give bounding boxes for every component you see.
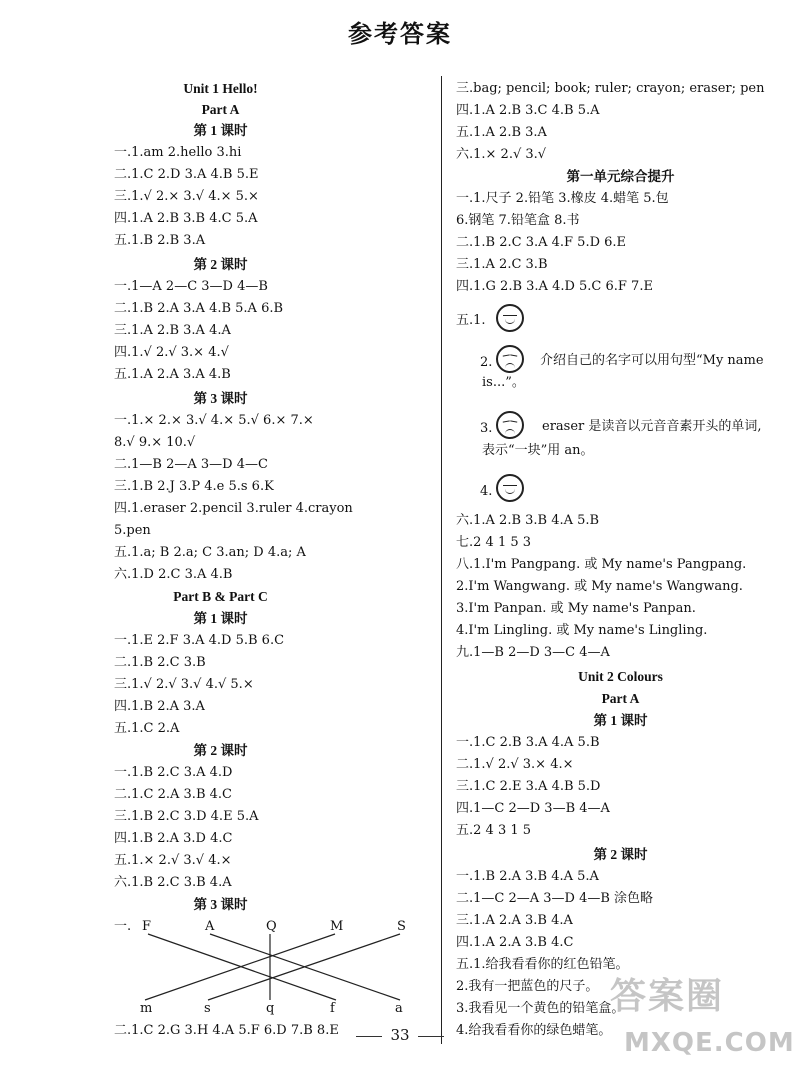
page-number-dash: [418, 1036, 444, 1037]
page-title: 参考答案: [348, 20, 452, 48]
answer-line: 三.1.√ 2.√ 3.√ 4.√ 5.×: [114, 677, 254, 692]
answer-line: 六.1.B 2.C 3.B 4.A: [114, 875, 232, 890]
answer-line: 一.1.× 2.× 3.√ 4.× 5.√ 6.× 7.×: [114, 413, 314, 428]
explanation-text: 表示“一块”用 an。: [482, 443, 594, 458]
answer-line: 2.I'm Wangwang. 或 My name's Wangwang.: [456, 579, 743, 594]
answer-line: 五.1.C 2.A: [114, 721, 180, 736]
explanation-text: is...”。: [482, 375, 525, 390]
lesson-heading: 第 2 课时: [193, 257, 248, 272]
unit2-title: Unit 2 Colours: [578, 669, 663, 684]
question-prefix: 五.1.: [456, 313, 486, 328]
answer-line: 五.1.a; B 2.a; C 3.an; D 4.a; A: [114, 545, 306, 560]
answer-line: 二.1.B 2.C 3.A 4.F 5.D 6.E: [456, 235, 627, 250]
answer-line: 6.钢笔 7.铅笔盒 8.书: [456, 213, 580, 228]
explanation-text: eraser 是读音以元音音素开头的单词,: [542, 419, 762, 434]
lesson-heading: 第 3 课时: [193, 897, 248, 912]
sad-face-icon: [496, 411, 524, 439]
match-top-letter: F: [142, 919, 152, 934]
match-bottom-letter: a: [395, 1001, 403, 1016]
answer-line: 八.1.I'm Pangpang. 或 My name's Pangpang.: [456, 557, 747, 572]
lesson-heading: 第 2 课时: [593, 847, 648, 862]
answer-line: 3.I'm Panpan. 或 My name's Panpan.: [456, 601, 696, 616]
answer-line: 三.1.B 2.C 3.D 4.E 5.A: [114, 809, 259, 824]
answer-line: 三.bag; pencil; book; ruler; crayon; eraser; pen: [456, 81, 765, 96]
match-bottom-letter: m: [140, 1001, 153, 1016]
question-number: 4.: [480, 484, 493, 499]
answer-line: 四.1.A 2.B 3.B 4.C 5.A: [114, 211, 258, 226]
lesson-heading: 第 3 课时: [193, 391, 248, 406]
lesson-heading: 第 1 课时: [193, 611, 248, 626]
match-prefix: 一.: [114, 919, 132, 934]
part-bc-heading: Part B & Part C: [173, 589, 268, 604]
match-bottom-letter: f: [330, 1001, 335, 1016]
answer-line: 四.1.B 2.A 3.D 4.C: [114, 831, 233, 846]
answer-line: 一.1.E 2.F 3.A 4.D 5.B 6.C: [114, 633, 285, 648]
answer-line: 二.1.√ 2.√ 3.× 4.×: [456, 757, 574, 772]
review-heading: 第一单元综合提升: [566, 169, 675, 184]
answer-line: 五.1.给我看看你的红色铅笔。: [456, 957, 629, 972]
sad-face-icon: [496, 345, 524, 373]
answer-line: 四.1—C 2—D 3—B 4—A: [456, 801, 610, 816]
answer-line: 四.1.eraser 2.pencil 3.ruler 4.crayon: [114, 501, 353, 516]
answer-line: 二.1.C 2.D 3.A 4.B 5.E: [114, 167, 259, 182]
part-a-heading: Part A: [201, 102, 240, 117]
part-a-heading: Part A: [601, 691, 640, 706]
answer-line: 一.1.am 2.hello 3.hi: [114, 145, 242, 160]
explanation-text: 介绍自己的名字可以用句型“My name: [540, 353, 764, 368]
answer-line: 一.1.尺子 2.铅笔 3.橡皮 4.蜡笔 5.包: [456, 191, 669, 206]
match-top-letter: A: [205, 919, 215, 934]
page-number: 33: [390, 1026, 410, 1044]
answer-line: 四.1.A 2.B 3.C 4.B 5.A: [456, 103, 600, 118]
answer-line: 一.1.C 2.B 3.A 4.A 5.B: [456, 735, 600, 750]
answer-line: 4.给我看看你的绿色蜡笔。: [456, 1023, 612, 1038]
answer-line: 2.我有一把蓝色的尺子。: [456, 979, 599, 994]
match-bottom-letter: s: [204, 1001, 211, 1016]
answer-line: 一.1.B 2.A 3.B 4.A 5.A: [456, 869, 599, 884]
answer-line: 三.1.√ 2.× 3.√ 4.× 5.×: [114, 189, 259, 204]
answer-line: 四.1.√ 2.√ 3.× 4.√: [114, 345, 229, 360]
smile-face-icon: [496, 474, 524, 502]
answer-line: 一.1.B 2.C 3.A 4.D: [114, 765, 233, 780]
answer-line: 二.1.C 2.A 3.B 4.C: [114, 787, 232, 802]
answer-line: 三.1.B 2.J 3.P 4.e 5.s 6.K: [114, 479, 274, 494]
answer-line: 四.1.G 2.B 3.A 4.D 5.C 6.F 7.E: [456, 279, 653, 294]
answer-line: 二.1—B 2—A 3—D 4—C: [114, 457, 268, 472]
answer-line: 二.1.B 2.A 3.A 4.B 5.A 6.B: [114, 301, 284, 316]
smile-face-icon: [496, 304, 524, 332]
watermark-url: MXQE.COM: [624, 1028, 795, 1058]
answer-line: 五.1.A 2.B 3.A: [456, 125, 547, 140]
answer-line: 4.I'm Lingling. 或 My name's Lingling.: [456, 623, 708, 638]
answer-line: 一.1—A 2—C 3—D 4—B: [114, 279, 268, 294]
watermark-text: 答案圈: [610, 976, 725, 1017]
answer-line: 三.1.A 2.B 3.A 4.A: [114, 323, 231, 338]
match-bottom-letter: q: [266, 1001, 275, 1016]
question-number: 2.: [480, 355, 493, 370]
page-number-dash: [356, 1036, 382, 1037]
answer-line: 3.我看见一个黄色的铅笔盒。: [456, 1001, 625, 1016]
unit1-title: Unit 1 Hello!: [183, 81, 258, 96]
answer-line: 六.1.A 2.B 3.B 4.A 5.B: [456, 513, 600, 528]
answer-line: 六.1.× 2.√ 3.√: [456, 147, 547, 162]
match-top-letter: M: [330, 919, 344, 934]
answer-line: 三.1.A 2.A 3.B 4.A: [456, 913, 573, 928]
answer-line: 8.√ 9.× 10.√: [114, 435, 196, 450]
answer-line: 5.pen: [114, 523, 151, 538]
answer-line: 五.1.A 2.A 3.A 4.B: [114, 367, 231, 382]
answer-line: 三.1.C 2.E 3.A 4.B 5.D: [456, 779, 601, 794]
answer-line: 九.1—B 2—D 3—C 4—A: [456, 645, 610, 660]
answer-line: 二.1—C 2—A 3—D 4—B 涂色略: [456, 891, 654, 906]
lesson-heading: 第 1 课时: [593, 713, 648, 728]
answer-line: 二.1.C 2.G 3.H 4.A 5.F 6.D 7.B 8.E: [114, 1023, 339, 1038]
question-number: 3.: [480, 421, 493, 436]
page-number-area: [0, 1026, 800, 1044]
answer-line: 六.1.D 2.C 3.A 4.B: [114, 567, 233, 582]
site-watermark: [610, 968, 795, 1072]
answer-line: 五.1.B 2.B 3.A: [114, 233, 206, 248]
answer-line: 四.1.B 2.A 3.A: [114, 699, 205, 714]
answer-line: 五.2 4 3 1 5: [456, 823, 532, 838]
answer-line: 二.1.B 2.C 3.B: [114, 655, 206, 670]
answer-line: 七.2 4 1 5 3: [456, 535, 532, 550]
answer-line: 五.1.× 2.√ 3.√ 4.×: [114, 853, 232, 868]
match-top-letter: Q: [266, 919, 277, 934]
answer-line: 四.1.A 2.A 3.B 4.C: [456, 935, 574, 950]
lesson-heading: 第 1 课时: [193, 123, 248, 138]
lesson-heading: 第 2 课时: [193, 743, 248, 758]
match-top-letter: S: [397, 919, 406, 934]
answer-line: 三.1.A 2.C 3.B: [456, 257, 548, 272]
